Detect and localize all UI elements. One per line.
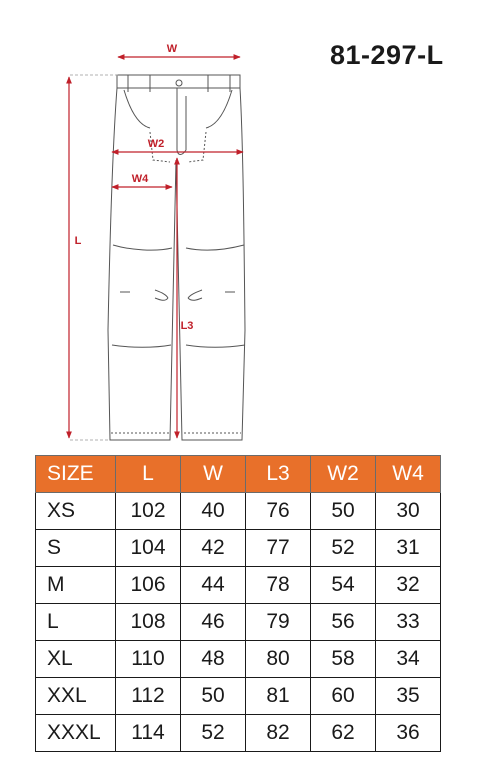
table-row [36, 715, 441, 752]
cell-l: 106 [116, 567, 181, 604]
cell-w4: 30 [376, 493, 441, 530]
cell-w: 40 [181, 493, 246, 530]
header-size: SIZE [36, 456, 116, 493]
cell-l3: 81 [246, 678, 311, 715]
l-label: L [74, 235, 82, 247]
cell-size: S [36, 530, 116, 567]
cell-l3: 78 [246, 567, 311, 604]
cell-w2: 50 [311, 493, 376, 530]
cell-w2: 62 [311, 715, 376, 752]
cell-size: L [36, 604, 116, 641]
table-row [36, 530, 441, 567]
table-header-row [36, 456, 441, 493]
header-l3: L3 [246, 456, 311, 493]
cell-size: XXL [36, 678, 116, 715]
table-row [36, 604, 441, 641]
cell-l3: 76 [246, 493, 311, 530]
cell-w: 50 [181, 678, 246, 715]
cell-l: 112 [116, 678, 181, 715]
cell-l: 114 [116, 715, 181, 752]
cell-l: 110 [116, 641, 181, 678]
cell-size: XXXL [36, 715, 116, 752]
cell-size: XS [36, 493, 116, 530]
cell-l: 104 [116, 530, 181, 567]
table-row [36, 641, 441, 678]
cell-l: 102 [116, 493, 181, 530]
size-chart-table [35, 455, 441, 752]
cell-w2: 58 [311, 641, 376, 678]
cell-l3: 79 [246, 604, 311, 641]
cell-w: 52 [181, 715, 246, 752]
cell-w2: 56 [311, 604, 376, 641]
cell-w4: 33 [376, 604, 441, 641]
cell-w: 46 [181, 604, 246, 641]
table-row [36, 678, 441, 715]
header-w4: W4 [376, 456, 441, 493]
cell-w: 44 [181, 567, 246, 604]
cell-l: 108 [116, 604, 181, 641]
cell-w: 42 [181, 530, 246, 567]
header-w: W [181, 456, 246, 493]
cell-w2: 60 [311, 678, 376, 715]
cell-w4: 35 [376, 678, 441, 715]
w2-label: W2 [147, 138, 165, 150]
cell-l3: 82 [246, 715, 311, 752]
cell-l3: 77 [246, 530, 311, 567]
cell-w4: 36 [376, 715, 441, 752]
cell-size: XL [36, 641, 116, 678]
cell-w4: 31 [376, 530, 441, 567]
cell-w4: 32 [376, 567, 441, 604]
cell-w2: 52 [311, 530, 376, 567]
header-w2: W2 [311, 456, 376, 493]
cell-w4: 34 [376, 641, 441, 678]
w4-label: W4 [131, 173, 149, 185]
product-code: 81-297-L [330, 40, 444, 70]
cell-w2: 54 [311, 567, 376, 604]
cell-w: 48 [181, 641, 246, 678]
w-label: W [166, 43, 178, 55]
l3-label: L3 [180, 320, 194, 332]
table-row [36, 493, 441, 530]
table-row [36, 567, 441, 604]
cell-l3: 80 [246, 641, 311, 678]
cell-size: M [36, 567, 116, 604]
header-l: L [116, 456, 181, 493]
